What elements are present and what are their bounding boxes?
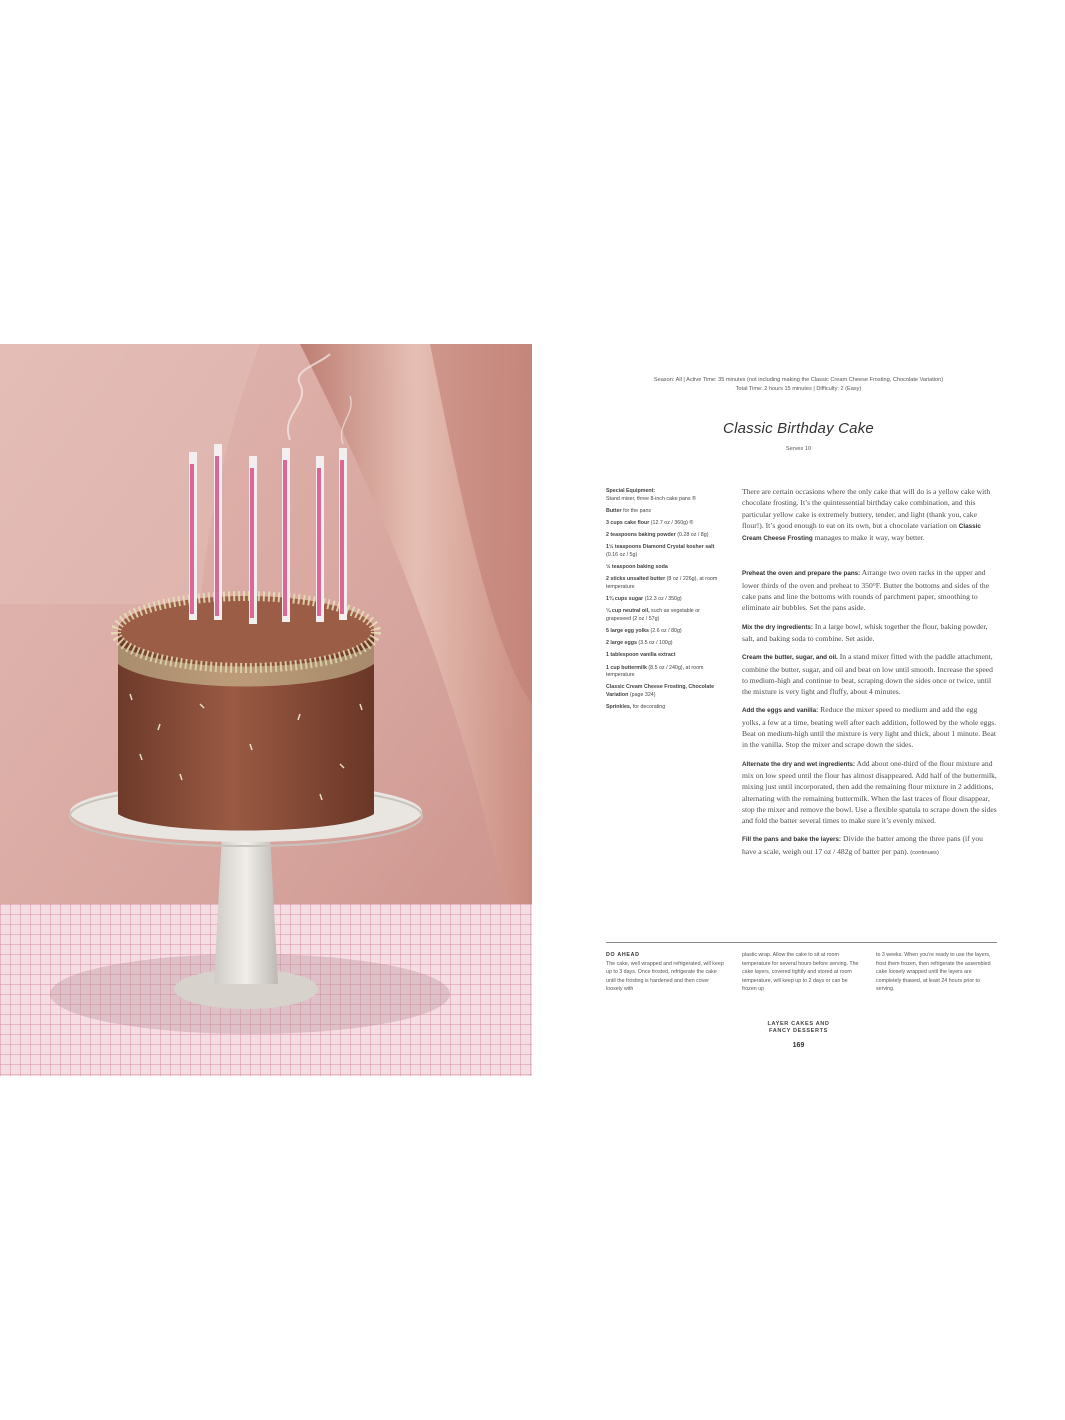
recipe-page xyxy=(532,344,1065,1076)
ingredient-item: Butter for the pans xyxy=(606,507,652,514)
ingredient-item: 5 large egg yolks (2.6 oz / 80g) xyxy=(606,628,682,635)
ingredient-item: 1 tablespoon vanilla extract xyxy=(606,652,676,659)
stand-pedestal xyxy=(214,834,278,984)
do-ahead-col-1 xyxy=(606,951,726,994)
cake-top xyxy=(118,596,374,664)
continues-note: (continues) xyxy=(908,849,939,856)
frosting-reference: Classic Cream Cheese Frosting xyxy=(742,522,981,543)
step-label: Alternate the dry and wet ingredients: xyxy=(742,760,856,768)
section-name-line-1: LAYER CAKES AND xyxy=(767,1021,830,1027)
step-paragraph: Fill the pans and bake the layers: Divide the batter among the three pans (if you have a scale, weigh out 17 oz / 482g of batter per pan). (continues) xyxy=(742,834,983,856)
serves-text: Serves 10 xyxy=(785,446,812,452)
ingredient-item: Classic Cream Cheese Frosting, Chocolate Variation (page 324) xyxy=(606,684,715,698)
ingredient-item: ¼ cup neutral oil, such as vegetable or grapeseed (2 oz / 57g) xyxy=(606,608,700,622)
section-footer xyxy=(532,1021,1065,1035)
intro-paragraph: There are certain occasions where the only cake that will do is a yellow cake with chocolate frosting. It’s the quintessential birthday cake combination, and this particular yellow cake is extremely buttery, tender, and light (thank you, cake flour!). It’s good enough to eat on its own, but a chocolate variation on Classic Cream Cheese Frosting manages to make it way, way better. xyxy=(742,487,991,543)
step-paragraph: Preheat the oven and prepare the pans: Arrange two oven racks in the upper and lower thirds of the oven and preheat to 350°F. Butter the bottoms and sides of the cake pans and line the bottoms with rounds of parchment paper, smoothing to eliminate air bubbles. Set the pans aside. xyxy=(742,568,990,613)
ingredient-item: 1 cup buttermilk (8.5 oz / 240g), at room temperature xyxy=(606,664,704,679)
step-label: Cream the butter, sugar, and oil. xyxy=(742,654,838,662)
do-ahead-col-3 xyxy=(876,951,996,994)
step-label: Mix the dry ingredients: xyxy=(742,623,814,631)
ingredient-item: 2 large eggs (3.5 oz / 100g) xyxy=(606,640,673,647)
ingredient-item: Special Equipment: Stand mixer, three 8-inch cake pans ® xyxy=(606,488,696,502)
meta-line-2: Total Time: 2 hours 15 minutes | Difficulty: 2 (Easy) xyxy=(735,386,862,392)
section-name-line-2: FANCY DESSERTS xyxy=(769,1028,828,1034)
ingredient-item: 3 cups cake flour (12.7 oz / 360g) ® xyxy=(606,519,694,526)
ingredient-item: ½ teaspoon baking soda xyxy=(606,564,668,571)
do-ahead-heading: DO AHEAD xyxy=(606,952,640,958)
do-ahead-text: to 3 weeks. When you’re ready to use the layers, frost them frozen, then refrigerate the assembled cake loosely wrapped until the layers are completely thawed, at least 24 hours prior to serving. xyxy=(876,952,991,993)
step-paragraph: Alternate the dry and wet ingredients: Add about one-third of the flour mixture and mix on low speed until the flour has almost disappeared. Add half of the buttermilk, mixing just until incorporated, then add the remaining flour mixture in 2 additions, alternating with the remaining buttermilk. When the last traces of flour disappear, stop the mixer and remove the bowl. Use a flexible spatula to scrape down the sides and fold the batter several times to make sure it’s evenly mixed. xyxy=(742,758,997,826)
ingredient-item: 2 sticks unsalted butter (8 oz / 226g), at room temperature xyxy=(606,576,718,590)
cake-photo xyxy=(0,344,532,1076)
method-text xyxy=(742,486,997,866)
step-paragraph: Cream the butter, sugar, and oil. In a stand mixer fitted with the paddle attachment, combine the butter, sugar, and oil and beat on low until smooth. Increase the speed to medium-high and continue to beat, scraping down the sides once or twice, until the mixture is very light and fluffy, about 4 minutes. xyxy=(742,652,993,697)
step-paragraph: Add the eggs and vanilla: Reduce the mixer speed to medium and add the egg yolks, a few at a time, beating well after each addition, followed by the whole eggs. Beat on medium-high until the mixture is very light and thick, about 1 minute. Beat in the vanilla. Stop the mixer and scrape down the sides. xyxy=(742,705,997,750)
meta-line-1: Season: All | Active Time: 35 minutes (not including making the Classic Cream Cheese Frosting, Chocolate Variation) xyxy=(653,377,944,383)
book-spread xyxy=(0,344,1065,1076)
step-label: Add the eggs and vanilla: xyxy=(742,707,819,715)
do-ahead-text: plastic wrap. Allow the cake to sit at room temperature for several hours before serving. The cake layers, covered tightly and stored at room temperature, will keep up to 2 days or can be frozen up xyxy=(742,952,859,993)
ingredients-list xyxy=(606,488,726,716)
recipe-meta xyxy=(532,376,1065,394)
ingredient-item: 1¾ cups sugar (12.3 oz / 350g) xyxy=(606,596,682,603)
page-number: 169 xyxy=(792,1042,805,1049)
do-ahead-text: The cake, well wrapped and refrigerated, will keep up to 3 days. Once frosted, refrigerate the cake until the frosting is hardened and then cover loosely with xyxy=(606,960,724,993)
recipe-title: Classic Birthday Cake xyxy=(723,420,874,437)
ingredient-item: 2 teaspoons baking powder (0.28 oz / 8g) xyxy=(606,532,709,539)
divider-rule xyxy=(606,942,997,943)
do-ahead-col-2 xyxy=(742,951,862,994)
ingredient-item: 1½ teaspoons Diamond Crystal kosher salt (0.16 oz / 5g) xyxy=(606,544,715,558)
cake-illustration xyxy=(0,344,532,1076)
step-paragraph: Mix the dry ingredients: In a large bowl, whisk together the flour, baking powder, salt, and baking soda to combine. Set aside. xyxy=(742,621,988,643)
step-label: Preheat the oven and prepare the pans: xyxy=(742,570,861,578)
ingredient-item: Sprinkles, for decorating xyxy=(606,704,666,711)
step-label: Fill the pans and bake the layers: xyxy=(742,836,842,844)
